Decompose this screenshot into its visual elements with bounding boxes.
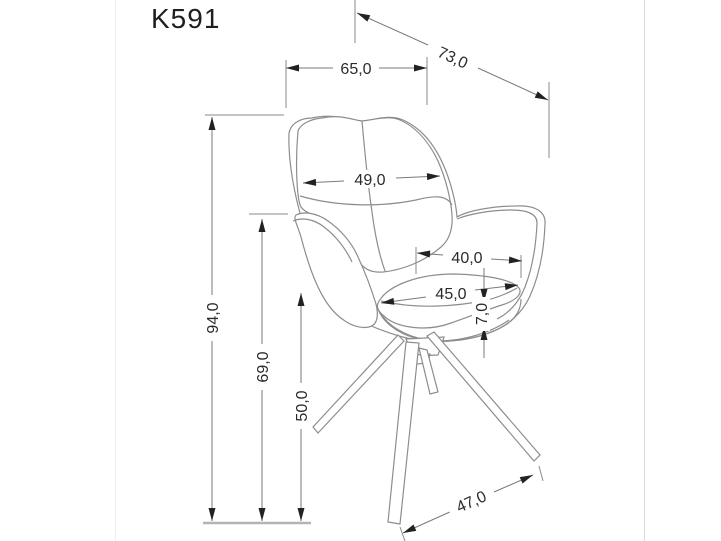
dimension-label-overall-width: 65,0 <box>340 61 372 78</box>
dimension-label-seat-height: 50,0 <box>294 390 311 422</box>
dimension-label-armrest-height: 69,0 <box>255 351 272 383</box>
arrow-top-right <box>520 472 535 484</box>
chair-leg-front-left <box>388 342 419 524</box>
arrow-top <box>209 117 216 130</box>
dimension-label-seat-width-front: 45,0 <box>435 286 467 303</box>
arrow-top <box>259 219 266 232</box>
arrow-right <box>414 65 427 72</box>
dimension-label-seat-thickness: 7,0 <box>474 302 491 326</box>
chair-leg-back-left <box>313 335 404 433</box>
arrow-left <box>286 65 299 72</box>
extension-tick <box>400 527 405 541</box>
dimension-label-base-span: 47,0 <box>453 488 490 517</box>
dimension-label-seat-width-back: 40,0 <box>451 250 483 267</box>
arrow-bottom <box>209 508 216 521</box>
dimension-base-span <box>400 466 543 541</box>
arrow-bottom <box>535 91 550 103</box>
arrow-bottom <box>259 508 266 521</box>
dimension-label-overall-depth: 73,0 <box>434 44 471 73</box>
dimension-armrest-height <box>249 214 288 521</box>
dimension-overall-height <box>205 115 284 521</box>
arrow-top <box>356 10 371 22</box>
dimension-label-overall-height: 94,0 <box>205 302 222 334</box>
dimension-label-backrest-width: 49,0 <box>354 172 386 189</box>
dimension-overall-width <box>286 57 427 108</box>
arrow-bottom-left <box>402 525 417 537</box>
arrow-top <box>298 293 305 306</box>
arrow-bottom <box>298 508 305 521</box>
model-title: K591 <box>151 3 221 34</box>
dimension-seat-height <box>294 293 311 521</box>
extension-tick <box>539 466 543 481</box>
